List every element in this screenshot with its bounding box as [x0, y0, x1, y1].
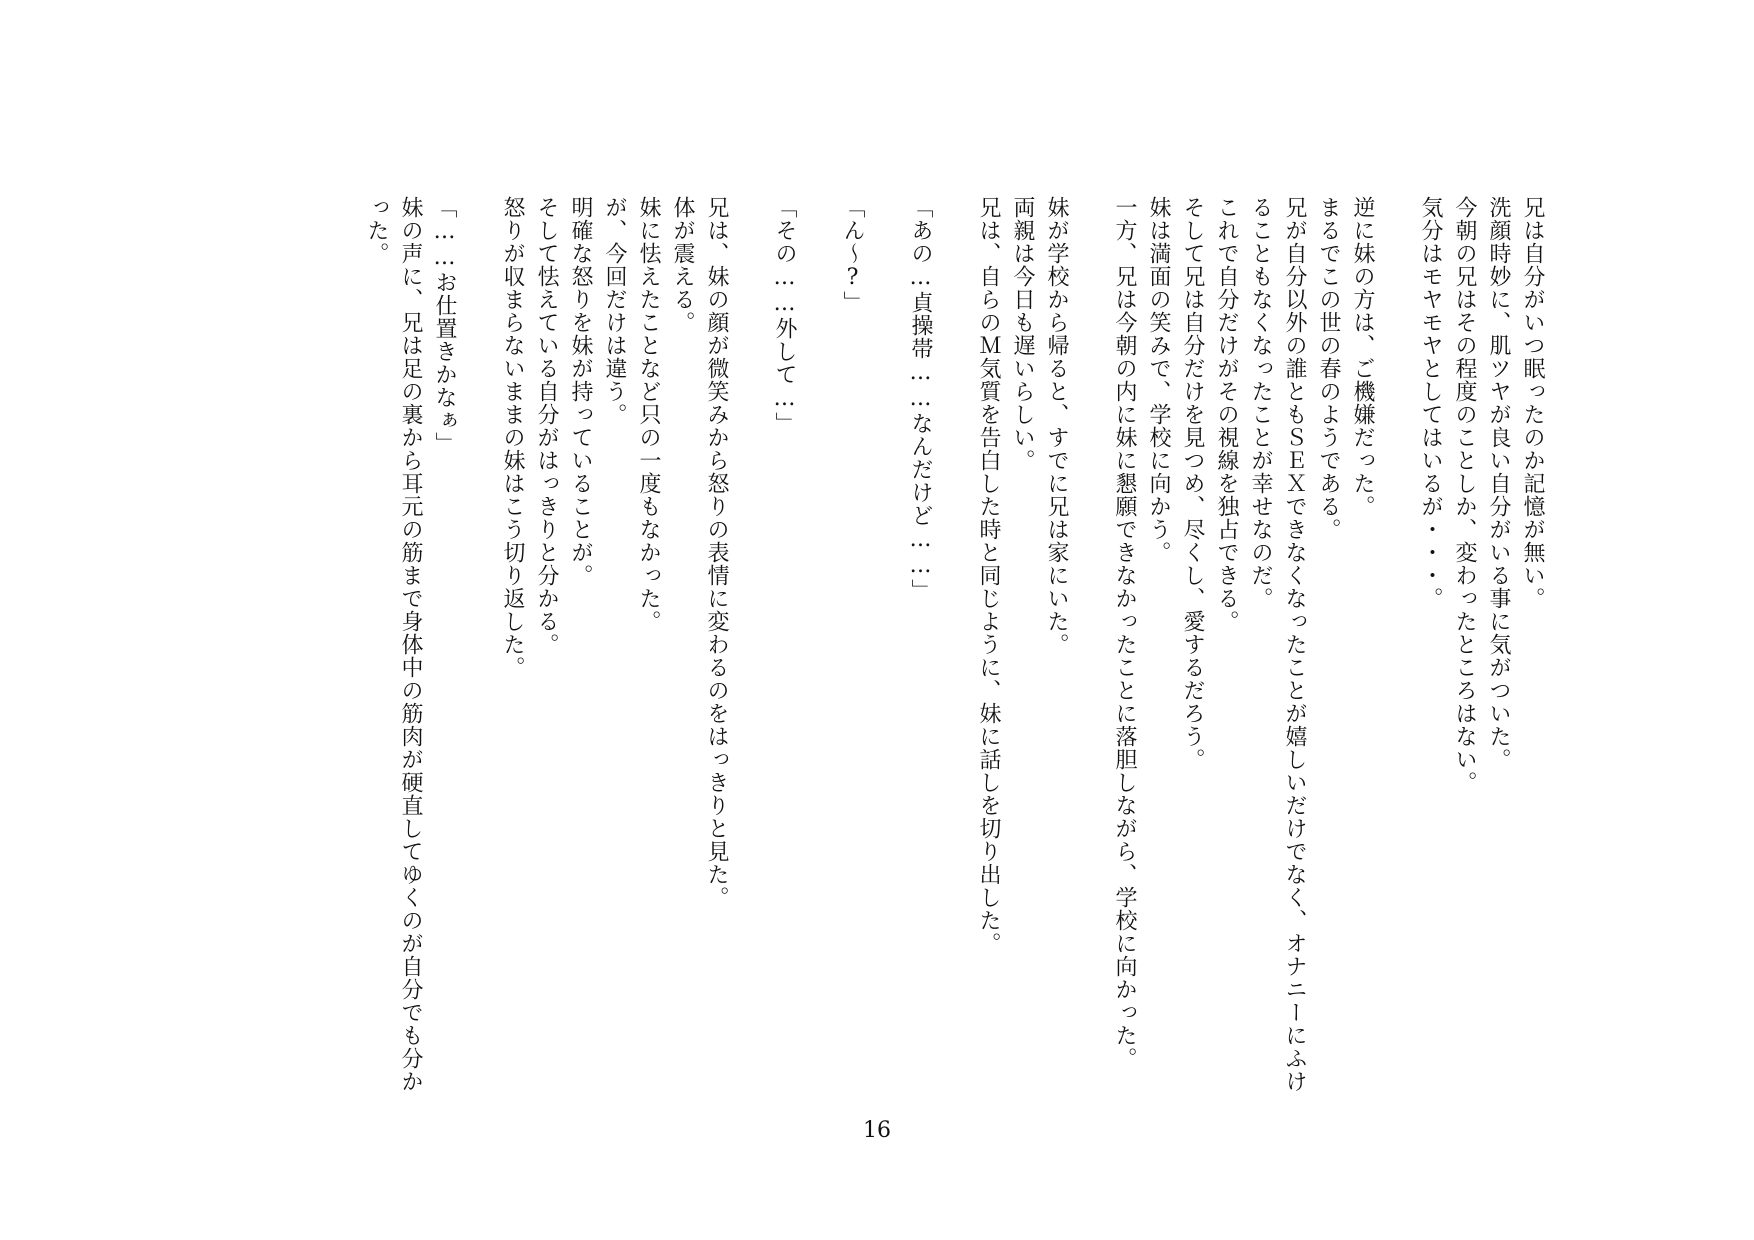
paragraph-break [801, 196, 835, 1156]
dialogue-line: 「その……外して…」 [772, 196, 797, 435]
text-line: 洗顔時妙に、肌ツヤが良い自分がいる事に気がついた。 [1486, 196, 1511, 771]
text-line: 妹は満面の笑みで、学校に向かう。 [1146, 196, 1171, 564]
text-line: 両親は今日も遅いらしい。 [1010, 196, 1035, 472]
text-line: 気分はモヤモヤとしてはいるが・・・。 [1418, 196, 1443, 610]
text-line: 妹が学校から帰ると、すでに兄は家にいた。 [1044, 196, 1069, 656]
text-line: 兄は自分がいつ眠ったのか記憶が無い。 [1520, 196, 1545, 610]
paragraph-break [1073, 196, 1107, 1156]
text-line: 一方、兄は今朝の内に妹に懇願できなかったことに落胆しながら、学校に向かった。 [1112, 196, 1137, 1070]
dialogue-line: 「あの…貞操帯……なんだけど……」 [908, 196, 933, 602]
text-line: ることもなくなったことが幸せなのだ。 [1248, 196, 1273, 610]
dialogue-line: 「ん～?」 [840, 196, 865, 314]
text-line: が、今回だけは違う。 [602, 196, 627, 426]
text-line: 明確な怒りを妹が持っていることが。 [568, 196, 593, 587]
text-line: 怒りが収まらないままの妹はこう切り返した。 [500, 196, 525, 679]
text-line: 妹に怯えたことなど只の一度もなかった。 [636, 196, 661, 633]
text-line: 今朝の兄はその程度のことしか、変わったところはない。 [1452, 196, 1477, 794]
paragraph-break [869, 196, 903, 1156]
text-line: 兄が自分以外の誰ともＳＥＸできなくなったことが嬉しいだけでなく、オナニーにふけ [1282, 196, 1307, 1093]
text-line: 兄は、妹の顔が微笑みから怒りの表情に変わるのをはっきりと見た。 [704, 196, 729, 909]
dialogue-line: 「……お仕置きかなぁ」 [432, 196, 457, 455]
text-line: 逆に妹の方は、ご機嫌だった。 [1350, 196, 1375, 518]
text-line: った。 [364, 196, 389, 265]
text-line: 兄は、自らのＭ気質を告白した時と同じように、妹に話しを切り出した。 [976, 196, 1001, 955]
paragraph-break [1379, 196, 1413, 1156]
text-line: まるでこの世の春のようである。 [1316, 196, 1341, 541]
page-number: 16 [863, 1118, 891, 1143]
text-line: そして怯えている自分がはっきりと分かる。 [534, 196, 559, 656]
paragraph-break [937, 196, 971, 1156]
text-line: そして兄は自分だけを見つめ、尽くし、愛するだろう。 [1180, 196, 1205, 771]
paragraph-break [461, 196, 495, 1156]
vertical-text-body [359, 196, 1549, 1156]
text-line: 妹の声に、兄は足の裏から耳元の筋まで身体中の筋肉が硬直してゆくのが自分でも分か [398, 196, 423, 1093]
text-line: 体が震える。 [670, 196, 695, 334]
paragraph-break [733, 196, 767, 1156]
text-line: これで自分だけがその視線を独占できる。 [1214, 196, 1239, 633]
